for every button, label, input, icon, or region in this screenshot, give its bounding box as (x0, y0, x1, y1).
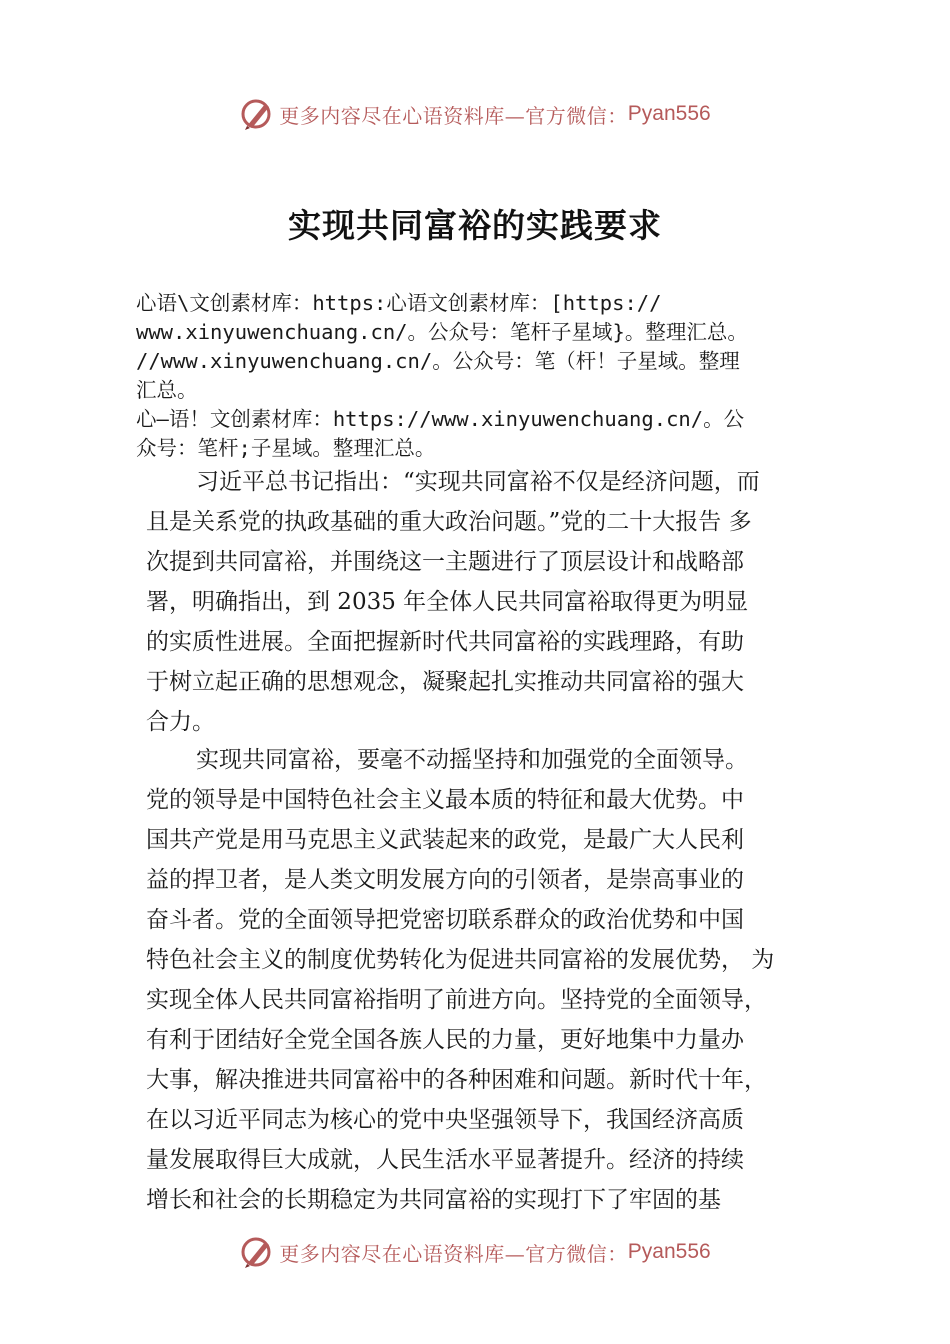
text-line: 次提到共同富裕，并围绕这一主题进行了顶层设计和战略部 (146, 549, 744, 575)
banner-text: 更多内容尽在心语资料库—官方微信： (279, 1241, 628, 1266)
text-line: 习近平总书记指出：“实现共同富裕不仅是经济问题，而 (196, 469, 760, 495)
banner-text: 更多内容尽在心语资料库—官方微信： (279, 103, 628, 128)
source-line: 汇总。 (136, 378, 198, 402)
text-line: 实现全体人民共同富裕指明了前进方向。坚持党的全面领导， (146, 987, 767, 1013)
paragraph-1 (146, 462, 826, 742)
text-line: 增长和社会的长期稳定为共同富裕的实现打下了牢固的基 (146, 1187, 721, 1213)
source-line: //www.xinyuwenchuang.cn/。公众号：笔（杆！子星域。整理 (136, 349, 740, 373)
text-line: 特色社会主义的制度优势转化为促进共同富裕的发展优势， 为 (146, 947, 775, 973)
pen-logo-icon (239, 1234, 275, 1270)
header-banner (0, 94, 950, 134)
text-line: 且是关系党的执政基础的重大政治问题。”党的二十大报告 多 (146, 509, 752, 535)
text-line: 实现共同富裕，要毫不动摇坚持和加强党的全面领导。 (196, 747, 748, 773)
source-notice (136, 289, 836, 463)
text-line: 党的领导是中国特色社会主义最本质的特征和最大优势。中 (146, 787, 744, 813)
text-line: 益的捍卫者，是人类文明发展方向的引领者，是崇高事业的 (146, 867, 744, 893)
text-line: 国共产党是用马克思主义武装起来的政党，是最广大人民利 (146, 827, 744, 853)
text-line: 在以习近平同志为核心的党中央坚强领导下，我国经济高质 (146, 1107, 744, 1133)
source-line: www.xinyuwenchuang.cn/。公众号：笔杆子星域}。整理汇总。 (136, 320, 748, 344)
text-line: 署，明确指出，到 2035 年全体人民共同富裕取得更为明显 (146, 589, 749, 615)
text-line: 大事，解决推进共同富裕中的各种困难和问题。新时代十年， (146, 1067, 767, 1093)
document-title: 实现共同富裕的实践要求 (288, 206, 662, 245)
text-line: 奋斗者。党的全面领导把党密切联系群众的政治优势和中国 (146, 907, 744, 933)
paragraph-2 (146, 740, 826, 1220)
banner-wechat-id: Pyan556 (627, 102, 711, 125)
text-line: 有利于团结好全党全国各族人民的力量，更好地集中力量办 (146, 1027, 744, 1053)
text-line: 的实质性进展。全面把握新时代共同富裕的实践理路，有助 (146, 629, 744, 655)
text-line: 合力。 (146, 709, 215, 735)
source-line: 众号：笔杆;子星域。整理汇总。 (136, 436, 436, 460)
footer-banner (0, 1232, 950, 1272)
source-line: 心语\文创素材库：https:心语文创素材库：[https:// (136, 291, 662, 315)
pen-logo-icon (239, 96, 275, 132)
banner-wechat-id: Pyan556 (627, 1240, 711, 1263)
source-line: 心—语！文创素材库：https://www.xinyuwenchuang.cn/。公 (136, 407, 745, 431)
text-line: 于树立起正确的思想观念，凝聚起扎实推动共同富裕的强大 (146, 669, 744, 695)
text-line: 量发展取得巨大成就，人民生活水平显著提升。经济的持续 (146, 1147, 744, 1173)
